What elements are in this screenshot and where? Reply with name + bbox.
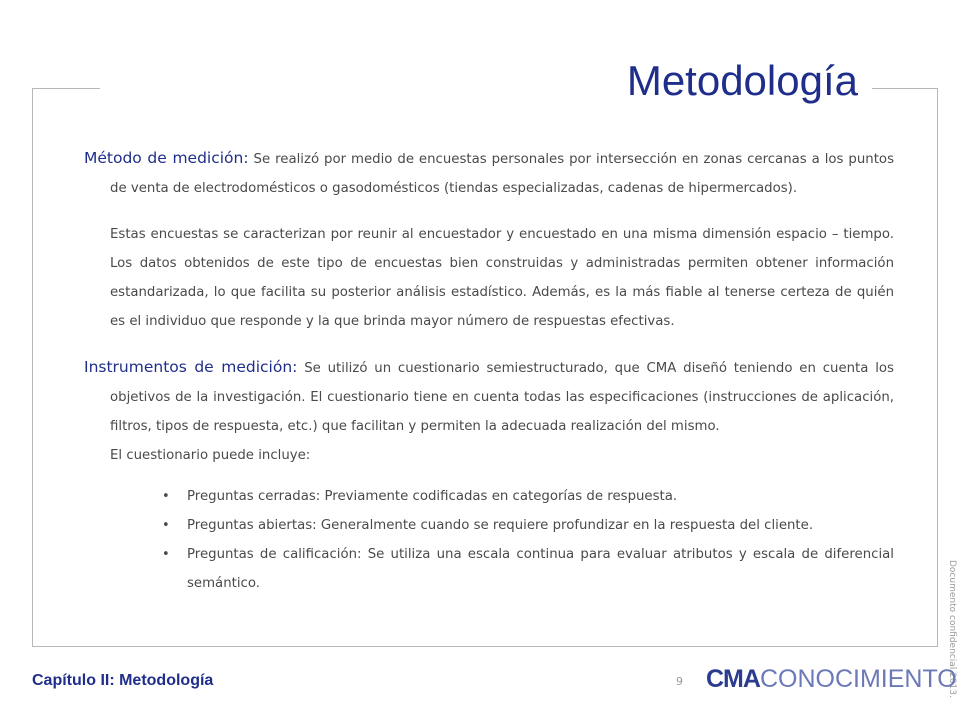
confidential-note: Documento confidencial 2013. <box>947 560 957 698</box>
list-item: • Preguntas cerradas: Previamente codificadas en categorías de respuesta. <box>162 482 894 511</box>
instrumentos-paragraph <box>84 353 894 441</box>
metodo-heading: Método de medición: <box>84 149 249 167</box>
cuestionario-subline: El cuestionario puede incluye: <box>110 448 311 463</box>
instrumentos-text: Se utilizó un cuestionario semiestructurado, que CMA diseñó teniendo en cuenta los objetivos de la investigación. El cuestionario tiene en cuenta todas las especificaciones (instrucciones de aplicación, filtros, tipos de respuesta, etc.) que facilitan y permiten la adecuada realización del mismo. <box>110 361 894 434</box>
chapter-label: Capítulo II: Metodología <box>32 672 214 689</box>
company-logo <box>706 664 957 694</box>
logo-strong-text: CMA <box>706 665 760 693</box>
metodo-paragraph-2: Estas encuestas se caracterizan por reunir al encuestador y encuestado en una misma dimensión espacio – tiempo. Los datos obtenidos de este tipo de encuestas bien construidas y administradas permiten obtener información estandarizada, lo que facilita su posterior análisis estadístico. Además, es la más fiable al tenerse certeza de quién es el individuo que responde y la que brinda mayor número de respuestas efectivas. <box>110 227 894 329</box>
bullet-icon: • <box>162 518 170 533</box>
frame-left-line <box>32 88 33 646</box>
frame-top-left-line <box>32 88 100 89</box>
logo-light-text: CONOCIMIENTO <box>759 665 957 693</box>
instrumentos-heading: Instrumentos de medición: <box>84 358 298 376</box>
main-content <box>84 144 894 598</box>
list-item: • Preguntas de calificación: Se utiliza una escala continua para evaluar atributos y escala de diferencial semántico. <box>162 540 894 598</box>
page-number: 9 <box>676 675 683 688</box>
bullet-icon: • <box>162 547 170 562</box>
frame-bottom-line <box>32 646 938 647</box>
frame-top-right-line <box>872 88 938 89</box>
question-types-list <box>162 482 894 598</box>
bullet-icon: • <box>162 489 170 504</box>
frame-right-line <box>937 88 938 646</box>
list-item: • Preguntas abiertas: Generalmente cuando se requiere profundizar en la respuesta del cliente. <box>162 511 894 540</box>
metodo-paragraph <box>84 144 894 203</box>
page-title: Metodología <box>626 57 858 104</box>
metodo-text: Se realizó por medio de encuestas personales por intersección en zonas cercanas a los puntos de venta de electrodomésticos o gasodomésticos (tiendas especializadas, cadenas de hipermercados). <box>110 152 894 196</box>
